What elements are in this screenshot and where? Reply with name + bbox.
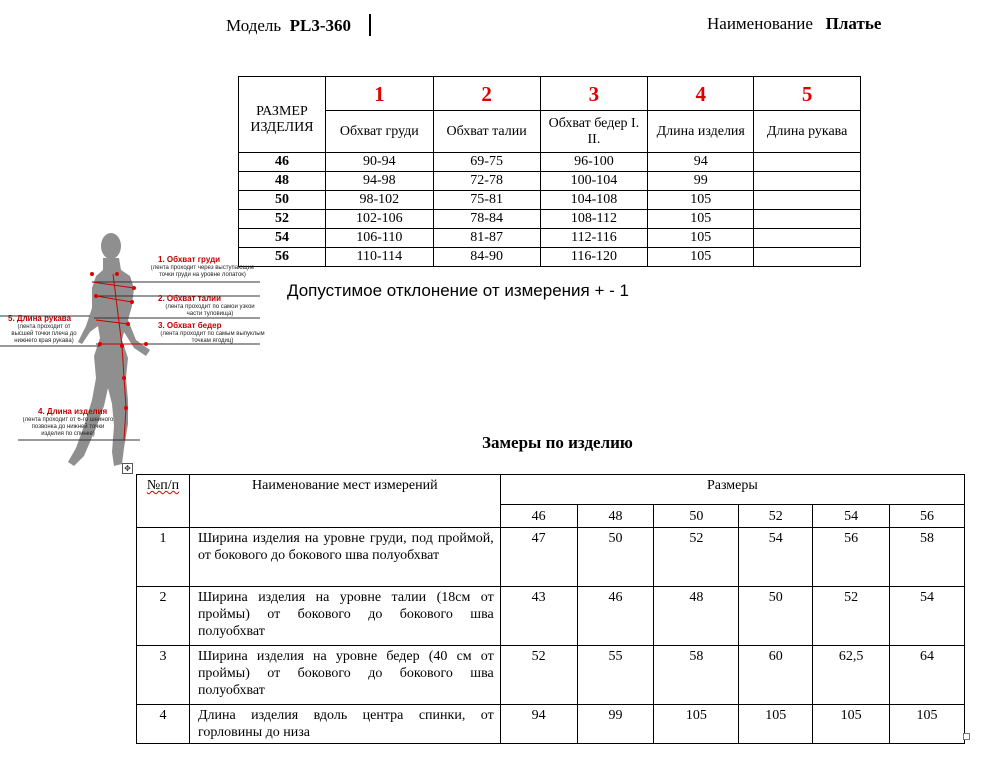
column-header: Обхват талии xyxy=(433,111,540,153)
row-name: Ширина изделия на уровне талии (18см от проймы) от бокового до бокового шва полуобхват xyxy=(189,587,500,646)
size-header: 50 xyxy=(654,505,739,528)
table-cell xyxy=(754,191,861,210)
figure-note: (лента проходит от высшей точки плеча до нижнего края рукава) xyxy=(11,324,77,344)
figure-note: (лента проходит через выступающие точки груди на уровне лопаток) xyxy=(150,265,255,278)
table-cell: 47 xyxy=(500,528,577,587)
table-cell: 105 xyxy=(654,705,739,744)
column-number: 2 xyxy=(433,77,540,111)
size-header: 48 xyxy=(577,505,654,528)
table-cell: 52 xyxy=(654,528,739,587)
column-header: Наименование мест измерений xyxy=(189,475,500,528)
table-row xyxy=(239,229,861,248)
column-header: Обхват груди xyxy=(325,111,433,153)
size-label: 52 xyxy=(239,210,326,229)
table-resize-handle[interactable] xyxy=(963,733,970,740)
table-cell: 110-114 xyxy=(325,248,433,267)
table-cell: 52 xyxy=(813,587,890,646)
table-row xyxy=(137,528,965,587)
name-value: Платье xyxy=(825,14,882,33)
table-cell: 116-120 xyxy=(540,248,648,267)
column-number: 1 xyxy=(325,77,433,111)
table-cell: 94 xyxy=(648,153,754,172)
table-cell: 105 xyxy=(648,210,754,229)
table-cell: 62,5 xyxy=(813,646,890,705)
model-header xyxy=(226,14,371,36)
table-cell: 105 xyxy=(739,705,813,744)
table-cell: 99 xyxy=(577,705,654,744)
table-cell: 48 xyxy=(654,587,739,646)
table-row xyxy=(137,587,965,646)
figure-label: 1. Обхват груди xyxy=(158,255,221,264)
tolerance-note: Допустимое отклонение от измерения + - 1 xyxy=(287,281,629,300)
size-label: 56 xyxy=(239,248,326,267)
table-cell: 102-106 xyxy=(325,210,433,229)
table-cell: 112-116 xyxy=(540,229,648,248)
name-label: Наименование xyxy=(707,14,813,33)
column-header: Длина изделия xyxy=(648,111,754,153)
text-cursor xyxy=(369,14,371,36)
table-cell: 100-104 xyxy=(540,172,648,191)
table-cell: 58 xyxy=(890,528,965,587)
measurements-table xyxy=(136,474,965,744)
table-row xyxy=(239,248,861,267)
table-cell: 75-81 xyxy=(433,191,540,210)
size-label: 46 xyxy=(239,153,326,172)
table-cell: 105 xyxy=(890,705,965,744)
table-cell: 90-94 xyxy=(325,153,433,172)
figure-note: (лента проходит по самым выпуклым точкам ягодиц) xyxy=(160,331,265,344)
table-cell: 94 xyxy=(500,705,577,744)
figure-label: 2. Обхват талии xyxy=(158,294,221,303)
table-cell: 104-108 xyxy=(540,191,648,210)
body-measurement-figure xyxy=(0,228,270,473)
row-name: Длина изделия вдоль центра спинки, от горловины до низа xyxy=(189,705,500,744)
table-cell: 50 xyxy=(739,587,813,646)
table-cell: 105 xyxy=(648,229,754,248)
model-value: PL3-360 xyxy=(289,16,352,35)
table-cell: 105 xyxy=(648,191,754,210)
size-header: 56 xyxy=(890,505,965,528)
table-cell: 64 xyxy=(890,646,965,705)
table-cell: 78-84 xyxy=(433,210,540,229)
figure-label: 4. Длина изделия xyxy=(38,407,108,416)
table-cell: 60 xyxy=(739,646,813,705)
table-row xyxy=(137,705,965,744)
table-cell: 52 xyxy=(500,646,577,705)
table-cell: 58 xyxy=(654,646,739,705)
table-cell xyxy=(754,172,861,191)
model-label: Модель xyxy=(226,16,282,35)
column-number: 5 xyxy=(754,77,861,111)
table-cell: 46 xyxy=(577,587,654,646)
figure-note: (лента проходит от 6-го шейного позвонка до нижней точки изделия по спинке) xyxy=(22,417,114,437)
table-cell: 96-100 xyxy=(540,153,648,172)
table-cell: 54 xyxy=(739,528,813,587)
table-cell: 105 xyxy=(648,248,754,267)
table-row xyxy=(137,646,965,705)
size-label: 50 xyxy=(239,191,326,210)
figure-note: (лента проходит по самой узкой части туловища) xyxy=(165,304,255,317)
table-cell xyxy=(754,210,861,229)
column-header: Длина рукава xyxy=(754,111,861,153)
table-cell: 43 xyxy=(500,587,577,646)
column-header: №п/п xyxy=(137,475,190,528)
size-header: 46 xyxy=(500,505,577,528)
table-cell: 50 xyxy=(577,528,654,587)
row-name: Ширина изделия на уровне бедер (40 см от проймы) от бокового до бокового шва полуобхват xyxy=(189,646,500,705)
row-name: Ширина изделия на уровне груди, под проймой, от бокового до бокового шва полуобхват xyxy=(189,528,500,587)
name-header xyxy=(707,14,881,34)
row-number: 2 xyxy=(137,587,190,646)
row-number: 1 xyxy=(137,528,190,587)
figure-label: 3. Обхват бедер xyxy=(158,321,222,330)
table-cell: 99 xyxy=(648,172,754,191)
table-cell: 55 xyxy=(577,646,654,705)
table-cell: 84-90 xyxy=(433,248,540,267)
size-row-header: РАЗМЕР ИЗДЕЛИЯ xyxy=(239,77,326,153)
table-cell: 98-102 xyxy=(325,191,433,210)
table-row xyxy=(239,172,861,191)
table-cell: 108-112 xyxy=(540,210,648,229)
size-label: 54 xyxy=(239,229,326,248)
size-header: 54 xyxy=(813,505,890,528)
figure-label: 5. Длина рукава xyxy=(8,314,72,323)
table-cell: 72-78 xyxy=(433,172,540,191)
table-row xyxy=(239,153,861,172)
table-row xyxy=(239,210,861,229)
column-number: 4 xyxy=(648,77,754,111)
row-number: 3 xyxy=(137,646,190,705)
size-table xyxy=(238,76,861,267)
column-number: 3 xyxy=(540,77,648,111)
measurements-title: Замеры по изделию xyxy=(482,433,633,452)
size-header: 52 xyxy=(739,505,813,528)
table-cell: 94-98 xyxy=(325,172,433,191)
table-cell: 69-75 xyxy=(433,153,540,172)
size-label: 48 xyxy=(239,172,326,191)
sizes-header: Размеры xyxy=(500,475,964,505)
table-cell: 105 xyxy=(813,705,890,744)
column-header: Обхват бедер I. II. xyxy=(540,111,648,153)
table-cell: 81-87 xyxy=(433,229,540,248)
table-move-handle-icon[interactable]: ✥ xyxy=(122,463,133,474)
table-cell: 54 xyxy=(890,587,965,646)
table-cell xyxy=(754,153,861,172)
row-number: 4 xyxy=(137,705,190,744)
table-cell: 106-110 xyxy=(325,229,433,248)
table-cell: 56 xyxy=(813,528,890,587)
table-row xyxy=(239,191,861,210)
table-cell xyxy=(754,248,861,267)
table-cell xyxy=(754,229,861,248)
